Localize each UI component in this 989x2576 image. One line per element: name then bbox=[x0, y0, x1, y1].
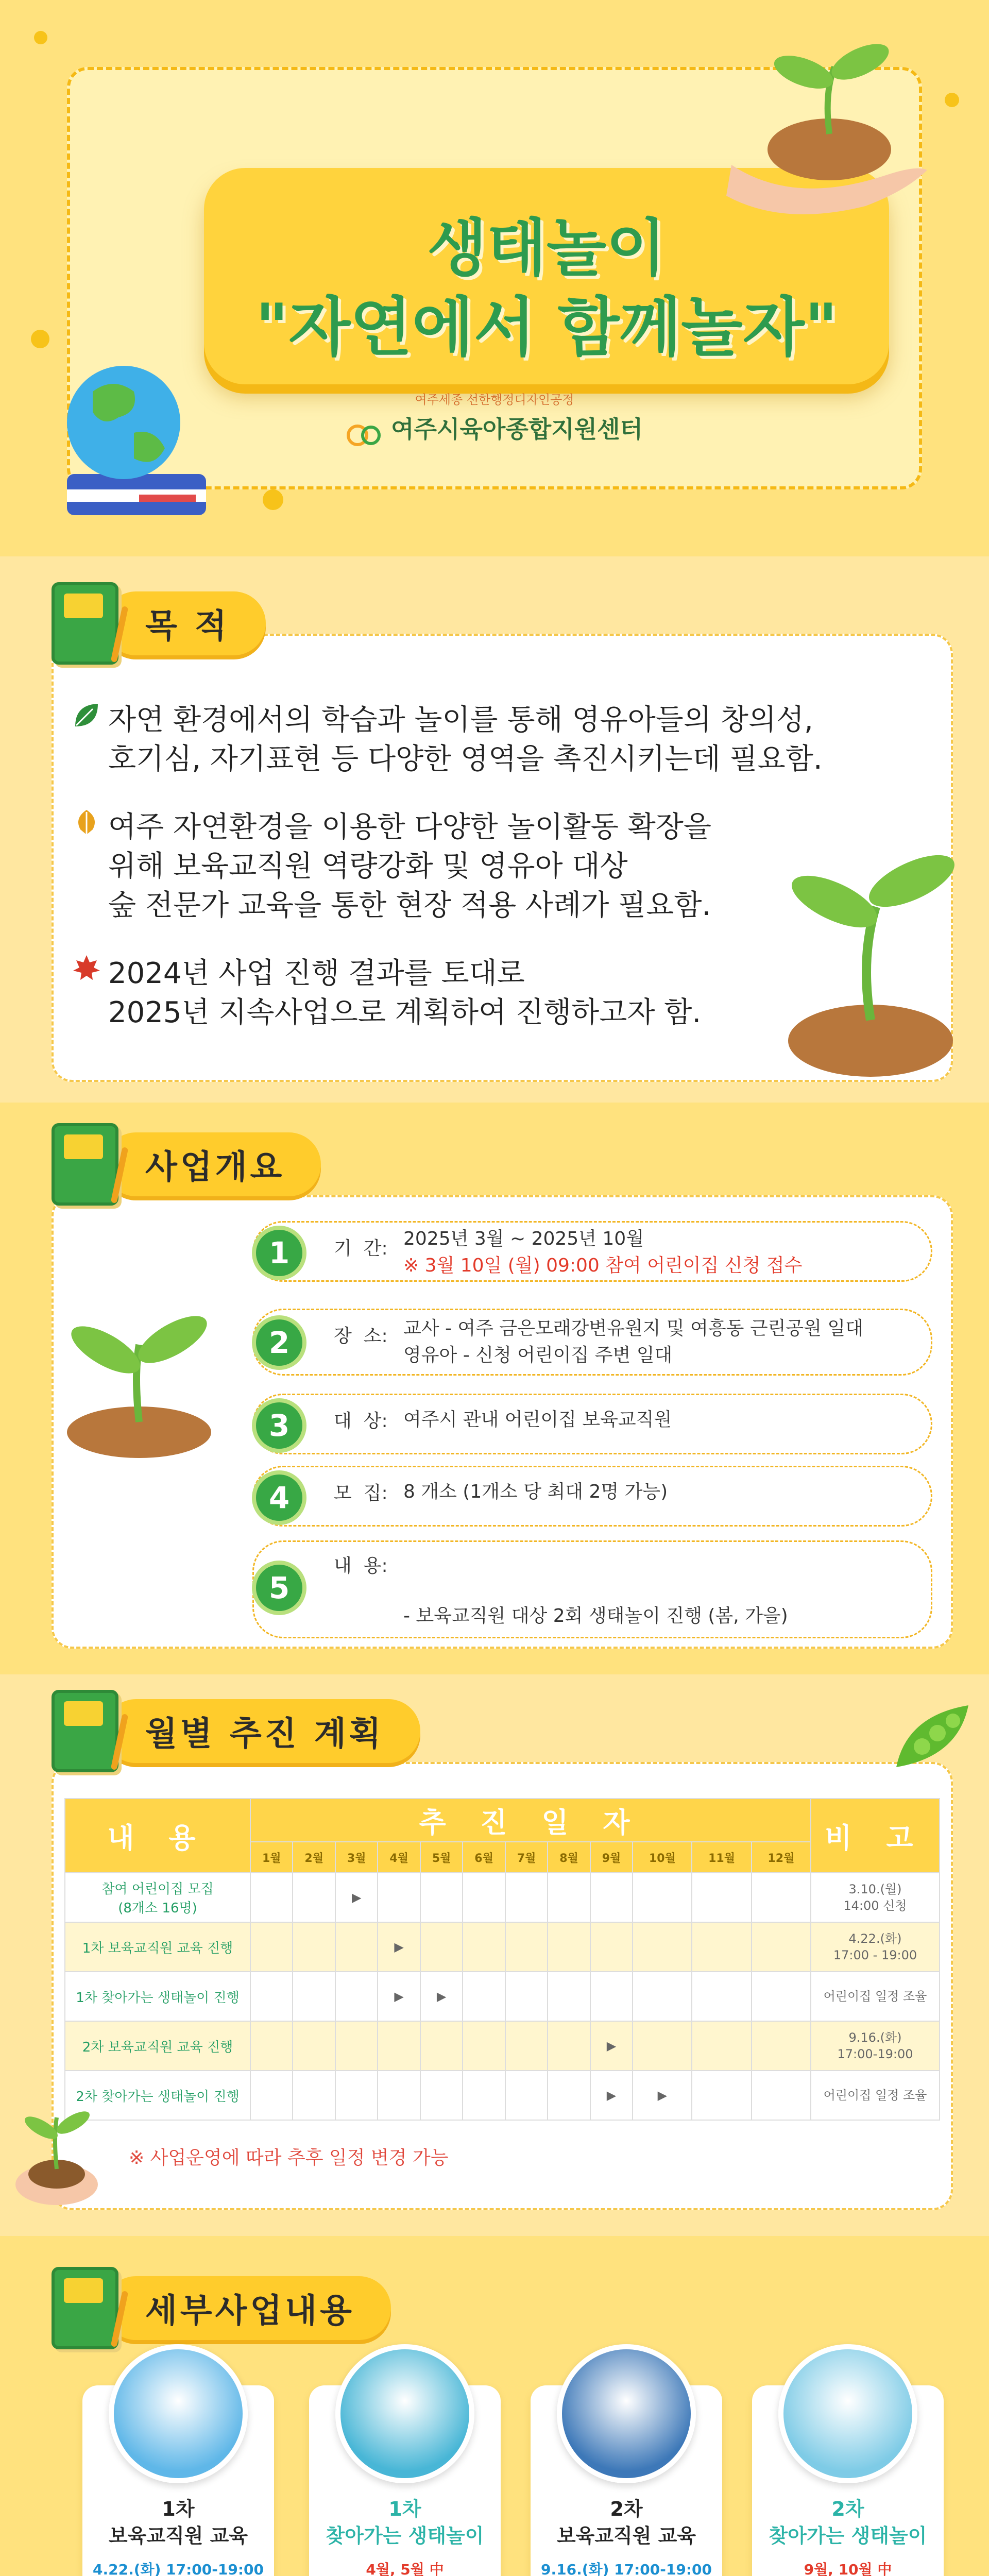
purpose-text: 2024년 사업 진행 결과를 토대로 2025년 지속사업으로 계획하여 진행하고자 함. bbox=[108, 957, 702, 1029]
row-value: 8 개소 (1개소 당 최대 2명 가능) bbox=[403, 1481, 668, 1502]
number-badge: 3 bbox=[252, 1398, 306, 1453]
detail-badge-label: 세부사업내용 bbox=[104, 2276, 391, 2340]
month-header-cell: 2월 bbox=[293, 1842, 335, 1873]
overview-row-target bbox=[252, 1394, 932, 1454]
row-name: 1차 보육교직원 교육 진행 bbox=[65, 1922, 250, 1972]
month-header-cell: 4월 bbox=[378, 1842, 420, 1873]
month-cell bbox=[250, 2021, 293, 2071]
month-cell bbox=[505, 2021, 548, 2071]
detail-card bbox=[531, 2385, 722, 2576]
book-icon bbox=[52, 2267, 118, 2349]
progress-marker-icon: ▶ bbox=[394, 1940, 404, 1954]
month-cell bbox=[505, 2071, 548, 2120]
globe-books-icon bbox=[62, 361, 216, 526]
progress-marker-icon: ▶ bbox=[351, 1890, 362, 1905]
table-header-content: 내 용 bbox=[65, 1799, 250, 1873]
leaf-icon bbox=[72, 701, 108, 738]
month-cell bbox=[505, 1972, 548, 2021]
month-cell bbox=[250, 2071, 293, 2120]
detail-card bbox=[82, 2385, 274, 2576]
row-name: 2차 찾아가는 생태놀이 진행 bbox=[65, 2071, 250, 2120]
overview-row-content bbox=[252, 1540, 932, 1638]
page-subtitle: "자연에서 함께놀자" bbox=[255, 291, 838, 365]
month-header-cell: 10월 bbox=[633, 1842, 692, 1873]
table-row bbox=[65, 2071, 940, 2120]
overview-badge-label: 사업개요 bbox=[104, 1132, 321, 1196]
list-item bbox=[72, 701, 845, 779]
org-logo-icon bbox=[346, 422, 382, 448]
overview-row-place bbox=[252, 1309, 932, 1376]
month-cell bbox=[293, 1873, 335, 1922]
month-cell bbox=[548, 1873, 590, 1922]
row-value: - 보육교직원 대상 2회 생태놀이 진행 (봄, 가을) bbox=[403, 1605, 788, 1626]
month-cell bbox=[505, 1922, 548, 1972]
month-cell bbox=[548, 2021, 590, 2071]
month-cell bbox=[633, 2071, 692, 2120]
month-cell bbox=[548, 2071, 590, 2120]
row-note: 어린이집 일정 조율 bbox=[811, 2071, 940, 2120]
table-row bbox=[65, 1922, 940, 1972]
month-cell bbox=[335, 1873, 378, 1922]
list-item bbox=[72, 954, 845, 1032]
month-cell bbox=[420, 2071, 463, 2120]
peapod-icon bbox=[886, 1695, 979, 1777]
schedule-footnote: ※ 사업운영에 따라 추후 일정 변경 가능 bbox=[129, 2147, 449, 2168]
month-cell bbox=[692, 1922, 751, 1972]
month-cell bbox=[463, 1922, 505, 1972]
org-name: 여주시육아종합지원센터 bbox=[391, 415, 643, 443]
detail-date: 9.16.(화) 17:00-19:00 bbox=[541, 2561, 712, 2576]
autumn-leaf-icon bbox=[72, 808, 108, 845]
table-header-note: 비 고 bbox=[811, 1799, 940, 1873]
row-name: 참여 어린이집 모집 (8개소 16명) bbox=[65, 1873, 250, 1922]
detail-card bbox=[309, 2385, 501, 2576]
row-note: 4.22.(화) 17:00 - 19:00 bbox=[811, 1922, 940, 1972]
detail-title bbox=[309, 2496, 501, 2549]
month-cell bbox=[293, 1922, 335, 1972]
purpose-text: 자연 환경에서의 학습과 놀이를 통해 영유아들의 창의성, 호기심, 자기표현 등 다양한 영역을 촉진시키는데 필요함. bbox=[108, 703, 823, 776]
month-cell bbox=[250, 1873, 293, 1922]
row-label: 내 용: bbox=[334, 1555, 388, 1577]
sprout-icon bbox=[783, 835, 958, 1077]
overview-section bbox=[0, 1103, 989, 1674]
list-item bbox=[72, 808, 845, 925]
detail-badge bbox=[52, 2267, 391, 2349]
row-value: 교사 - 여주 금은모래강변유원지 및 여흥동 근린공원 일대 영유아 - 신청 어린이집 주변 일대 bbox=[403, 1318, 863, 1366]
row-note: 9.16.(화) 17:00-19:00 bbox=[811, 2021, 940, 2071]
book-icon bbox=[52, 1123, 118, 1206]
purpose-section bbox=[0, 556, 989, 1103]
schedule-table-wrap bbox=[64, 1798, 940, 2121]
month-cell bbox=[692, 2021, 751, 2071]
page-title: 생태놀이 bbox=[427, 213, 666, 284]
month-header-cell: 8월 bbox=[548, 1842, 590, 1873]
progress-marker-icon: ▶ bbox=[394, 1989, 404, 2004]
month-cell bbox=[692, 2071, 751, 2120]
month-cell bbox=[590, 1922, 633, 1972]
progress-marker-icon: ▶ bbox=[606, 2039, 617, 2053]
month-cell bbox=[293, 2071, 335, 2120]
detail-title bbox=[752, 2496, 944, 2549]
row-label: 기 간: bbox=[334, 1238, 388, 1259]
detail-round: 1차 bbox=[162, 2498, 195, 2520]
table-row bbox=[65, 1972, 940, 2021]
book-icon bbox=[52, 582, 118, 665]
detail-title bbox=[82, 2496, 274, 2549]
hero-section bbox=[0, 0, 989, 546]
purpose-list bbox=[72, 701, 845, 1061]
month-header-cell: 3월 bbox=[335, 1842, 378, 1873]
purpose-badge bbox=[52, 582, 266, 665]
org-small-text: 여주세종 선한행정디자인공정 bbox=[415, 393, 574, 407]
month-cell bbox=[463, 2021, 505, 2071]
monthly-badge bbox=[52, 1690, 420, 1772]
progress-marker-icon: ▶ bbox=[606, 2088, 617, 2103]
month-cell bbox=[752, 2071, 811, 2120]
month-header-cell: 12월 bbox=[752, 1842, 811, 1873]
month-cell bbox=[692, 1972, 751, 2021]
progress-marker-icon: ▶ bbox=[657, 2088, 668, 2103]
overview-row-period bbox=[252, 1221, 932, 1282]
month-cell bbox=[633, 1972, 692, 2021]
schedule-body bbox=[65, 1873, 940, 2120]
month-header-cell: 5월 bbox=[420, 1842, 463, 1873]
detail-title bbox=[531, 2496, 722, 2549]
book-icon bbox=[52, 1690, 118, 1772]
month-cell bbox=[548, 1972, 590, 2021]
month-cell bbox=[752, 2021, 811, 2071]
row-note: 어린이집 일정 조율 bbox=[811, 1972, 940, 2021]
deadline-note: ※ 3월 10일 (월) 09:00 참여 어린이집 신청 접수 bbox=[403, 1255, 803, 1276]
month-cell bbox=[692, 1873, 751, 1922]
monthly-section bbox=[0, 1674, 989, 2236]
month-cell bbox=[548, 1922, 590, 1972]
maple-leaf-icon bbox=[72, 954, 108, 992]
month-cell bbox=[590, 2071, 633, 2120]
sprout-pot-icon bbox=[57, 1309, 221, 1458]
row-label: 모 집: bbox=[334, 1483, 388, 1504]
month-cell bbox=[463, 1972, 505, 2021]
progress-marker-icon: ▶ bbox=[436, 1989, 447, 2004]
month-cell bbox=[378, 2021, 420, 2071]
schedule-table bbox=[64, 1798, 940, 2121]
month-cell bbox=[633, 1873, 692, 1922]
detail-card bbox=[752, 2385, 944, 2576]
month-cell bbox=[420, 2021, 463, 2071]
detail-round: 2차 bbox=[610, 2498, 643, 2520]
month-cell bbox=[590, 2021, 633, 2071]
month-header-cell: 7월 bbox=[505, 1842, 548, 1873]
month-cell bbox=[590, 1972, 633, 2021]
overview-row-recruit bbox=[252, 1466, 932, 1527]
overview-badge bbox=[52, 1123, 321, 1206]
detail-date: 9월, 10월 中 bbox=[804, 2561, 892, 2576]
month-cell bbox=[752, 1873, 811, 1922]
month-cell bbox=[293, 1972, 335, 2021]
month-cell bbox=[335, 2071, 378, 2120]
hand-sprout-icon bbox=[716, 31, 932, 216]
detail-name: 보육교직원 교육 bbox=[108, 2524, 248, 2547]
month-cell bbox=[463, 2071, 505, 2120]
table-row bbox=[65, 1873, 940, 1922]
detail-date: 4.22.(화) 17:00-19:00 bbox=[93, 2561, 264, 2576]
month-header-cell: 1월 bbox=[250, 1842, 293, 1873]
detail-name: 찾아가는 생태놀이 bbox=[769, 2524, 927, 2547]
month-cell bbox=[752, 1922, 811, 1972]
month-cell bbox=[335, 1922, 378, 1972]
forest-illustration-icon bbox=[778, 2344, 917, 2483]
number-badge: 1 bbox=[252, 1226, 306, 1280]
month-cell bbox=[378, 2071, 420, 2120]
month-cell bbox=[420, 1922, 463, 1972]
month-cell bbox=[293, 2021, 335, 2071]
row-label: 장 소: bbox=[334, 1326, 388, 1347]
month-header-cell: 6월 bbox=[463, 1842, 505, 1873]
row-value: 2025년 3월 ~ 2025년 10월 ※ 3월 10일 (월) 09:00 참여 어린이집 신청 접수 bbox=[403, 1226, 802, 1279]
purpose-text: 여주 자연환경을 이용한 다양한 놀이활동 확장을 위해 보육교직원 역량강화 및 영유아 대상 숲 전문가 교육을 통한 현장 적용 사례가 필요함. bbox=[108, 810, 711, 922]
detail-name: 보육교직원 교육 bbox=[556, 2524, 696, 2547]
detail-round: 1차 bbox=[388, 2498, 421, 2520]
forest-illustration-icon bbox=[335, 2344, 474, 2483]
number-badge: 2 bbox=[252, 1315, 306, 1370]
month-cell bbox=[505, 1873, 548, 1922]
row-note: 3.10.(월) 14:00 신청 bbox=[811, 1873, 940, 1922]
row-name: 2차 보육교직원 교육 진행 bbox=[65, 2021, 250, 2071]
month-cell bbox=[250, 1972, 293, 2021]
table-header-schedule: 추 진 일 자 bbox=[250, 1799, 811, 1842]
month-cell bbox=[752, 1972, 811, 2021]
number-badge: 5 bbox=[252, 1561, 306, 1615]
month-cell bbox=[590, 1873, 633, 1922]
month-cell bbox=[420, 1972, 463, 2021]
number-badge: 4 bbox=[252, 1470, 306, 1525]
month-cell bbox=[378, 1922, 420, 1972]
forest-illustration-icon bbox=[557, 2344, 696, 2483]
month-cell bbox=[633, 2021, 692, 2071]
month-cell bbox=[633, 1922, 692, 1972]
month-cell bbox=[378, 1873, 420, 1922]
purpose-badge-label: 목 적 bbox=[104, 591, 266, 655]
month-cell bbox=[463, 1873, 505, 1922]
row-name: 1차 찾아가는 생태놀이 진행 bbox=[65, 1972, 250, 2021]
forest-illustration-icon bbox=[109, 2344, 248, 2483]
monthly-badge-label: 월별 추진 계획 bbox=[104, 1699, 420, 1763]
month-cell bbox=[378, 1972, 420, 2021]
detail-round: 2차 bbox=[831, 2498, 864, 2520]
row-value: 여주시 관내 어린이집 보육교직원 bbox=[403, 1409, 672, 1430]
detail-name: 찾아가는 생태놀이 bbox=[326, 2524, 484, 2547]
detail-date: 4월, 5월 中 bbox=[366, 2561, 444, 2576]
month-header-cell: 11월 bbox=[692, 1842, 751, 1873]
hand-plant-icon bbox=[5, 2102, 108, 2210]
month-cell bbox=[420, 1873, 463, 1922]
table-row bbox=[65, 2021, 940, 2071]
row-label: 대 상: bbox=[334, 1411, 388, 1432]
month-cell bbox=[335, 1972, 378, 2021]
month-header-cell: 9월 bbox=[590, 1842, 633, 1873]
month-cell bbox=[250, 1922, 293, 1972]
month-cell bbox=[335, 2021, 378, 2071]
